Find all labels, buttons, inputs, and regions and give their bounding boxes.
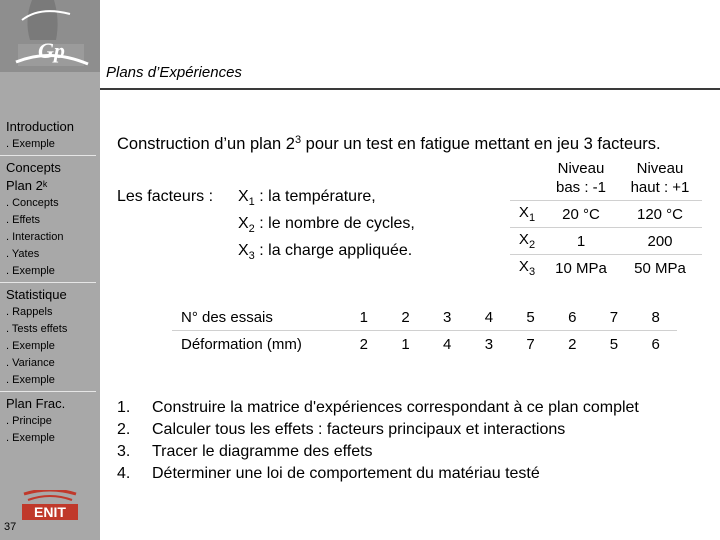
low-level-header: Niveau bas : -1 xyxy=(555,160,607,196)
factors-block xyxy=(117,186,415,268)
table-row xyxy=(172,331,677,358)
factor-index: 3 xyxy=(248,250,255,263)
factor-row xyxy=(117,213,415,240)
levels-row xyxy=(510,201,702,228)
factor-index: 2 xyxy=(248,223,255,236)
sidebar-item-plan-2k[interactable]: Plan 2ᵏ xyxy=(6,178,48,193)
enit-logo-icon xyxy=(20,490,80,522)
table-cell: 2 xyxy=(385,304,427,331)
svg-text:Gp: Gp xyxy=(38,38,65,63)
table-cell: 5 xyxy=(609,335,619,353)
page-number: 37 xyxy=(4,521,17,533)
list-item xyxy=(117,419,639,441)
list-text: Déterminer une loi de comportement du matériau testé xyxy=(152,465,540,482)
factor-index: 1 xyxy=(248,196,255,209)
factor-description: : la température, xyxy=(254,188,376,205)
levels-table xyxy=(510,156,702,281)
table-cell: 6 xyxy=(651,335,660,353)
sidebar-item-exemple[interactable]: . Exemple xyxy=(6,340,55,352)
gp-logo-icon xyxy=(10,0,92,72)
table-cell: 2 xyxy=(568,335,577,353)
factor-symbol: X xyxy=(238,188,249,205)
high-level-header: Niveau haut : +1 xyxy=(630,160,690,196)
sidebar-item-yates[interactable]: . Yates xyxy=(6,248,40,260)
levels-header-empty xyxy=(510,156,544,201)
high-level-cell: 120 °C xyxy=(618,201,702,228)
levels-header-row xyxy=(510,156,702,201)
list-item xyxy=(117,463,639,485)
main-heading xyxy=(117,134,661,154)
low-level-cell: 10 MPa xyxy=(544,255,618,282)
page-title: Plans d’Expériences xyxy=(106,64,242,81)
table-cell: 7 xyxy=(526,335,535,353)
header-divider-vertical xyxy=(100,0,103,88)
table-cell: 1 xyxy=(401,335,410,353)
low-level-cell: 1 xyxy=(544,228,618,255)
heading-text: Construction d’un plan 2 xyxy=(117,135,295,153)
factors-label: Les facteurs : xyxy=(117,188,214,205)
factor-symbol: X xyxy=(238,215,249,233)
table-cell: 7 xyxy=(593,304,635,331)
sidebar-item-interaction[interactable]: . Interaction xyxy=(6,231,64,243)
sidebar-item-concepts-sub[interactable]: . Concepts xyxy=(6,197,59,209)
results-table xyxy=(172,304,677,357)
heading-text-rest: pour un test en fatigue mettant en jeu 3 facteurs. xyxy=(301,135,661,153)
list-item xyxy=(117,397,639,419)
sidebar-item-concepts[interactable]: Concepts xyxy=(6,160,61,175)
task-list xyxy=(117,397,639,485)
sidebar-divider xyxy=(0,155,96,156)
list-text: Calculer tous les effets : facteurs principaux et interactions xyxy=(152,421,566,438)
row-label-trial-number: N° des essais xyxy=(172,304,343,331)
table-cell: 1 xyxy=(343,304,385,331)
factor-cell: $X_2$ xyxy=(510,228,544,255)
table-cell: 3 xyxy=(426,304,468,331)
sidebar-item-plan-frac[interactable]: Plan Frac. xyxy=(6,396,66,411)
list-number: 1. xyxy=(117,399,131,416)
low-level-cell: 20 °C xyxy=(544,201,618,228)
factor-description: : le nombre de cycles, xyxy=(254,215,415,233)
high-level-cell: 50 MPa xyxy=(618,255,702,282)
factor-row xyxy=(117,186,415,213)
list-number: 2. xyxy=(117,421,131,438)
sidebar-item-rappels[interactable]: . Rappels xyxy=(6,306,53,318)
table-row xyxy=(172,304,677,331)
side-nav xyxy=(6,118,98,447)
svg-text:ENIT: ENIT xyxy=(34,504,66,520)
sidebar-item-statistique[interactable]: Statistique xyxy=(6,287,67,302)
factor-cell: $X_1$ xyxy=(510,201,544,228)
factor-row xyxy=(117,240,415,267)
sidebar-item-tests-effets[interactable]: . Tests effets xyxy=(6,323,68,335)
factor-cell: $X_3$ xyxy=(510,255,544,282)
heading-exponent: 3 xyxy=(294,134,302,146)
sidebar-item-exemple[interactable]: . Exemple xyxy=(6,432,55,444)
sidebar-item-effets[interactable]: . Effets xyxy=(6,214,41,226)
sidebar-divider xyxy=(0,282,96,283)
table-cell: 2 xyxy=(359,335,369,353)
levels-row xyxy=(510,255,702,282)
factor-symbol: X xyxy=(238,242,249,260)
table-cell: 8 xyxy=(635,304,677,331)
table-cell: 4 xyxy=(468,304,510,331)
row-label-deformation: Déformation (mm) xyxy=(181,335,302,353)
list-text: Construire la matrice d'expériences correspondant à ce plan complet xyxy=(152,399,639,416)
list-number: 3. xyxy=(117,443,131,460)
sidebar-divider xyxy=(0,391,96,392)
table-cell: 6 xyxy=(551,304,593,331)
high-level-cell: 200 xyxy=(618,228,702,255)
logo-area xyxy=(0,0,100,72)
levels-row xyxy=(510,228,702,255)
table-cell: 3 xyxy=(484,335,494,353)
factor-description: : la charge appliquée. xyxy=(254,242,413,260)
table-cell: 4 xyxy=(443,335,452,353)
list-number: 4. xyxy=(117,465,131,482)
sidebar-item-variance[interactable]: . Variance xyxy=(6,357,55,369)
table-cell: 5 xyxy=(510,304,552,331)
sidebar-item-exemple[interactable]: . Exemple xyxy=(6,138,55,150)
sidebar-item-exemple[interactable]: . Exemple xyxy=(6,374,55,386)
list-item xyxy=(117,441,639,463)
list-text: Tracer le diagramme des effets xyxy=(152,443,373,460)
header-divider xyxy=(100,88,720,90)
sidebar-item-introduction[interactable]: Introduction xyxy=(6,119,74,134)
sidebar-item-exemple[interactable]: . Exemple xyxy=(6,265,55,277)
sidebar-item-principe[interactable]: . Principe xyxy=(6,415,52,427)
sidebar xyxy=(0,0,100,540)
